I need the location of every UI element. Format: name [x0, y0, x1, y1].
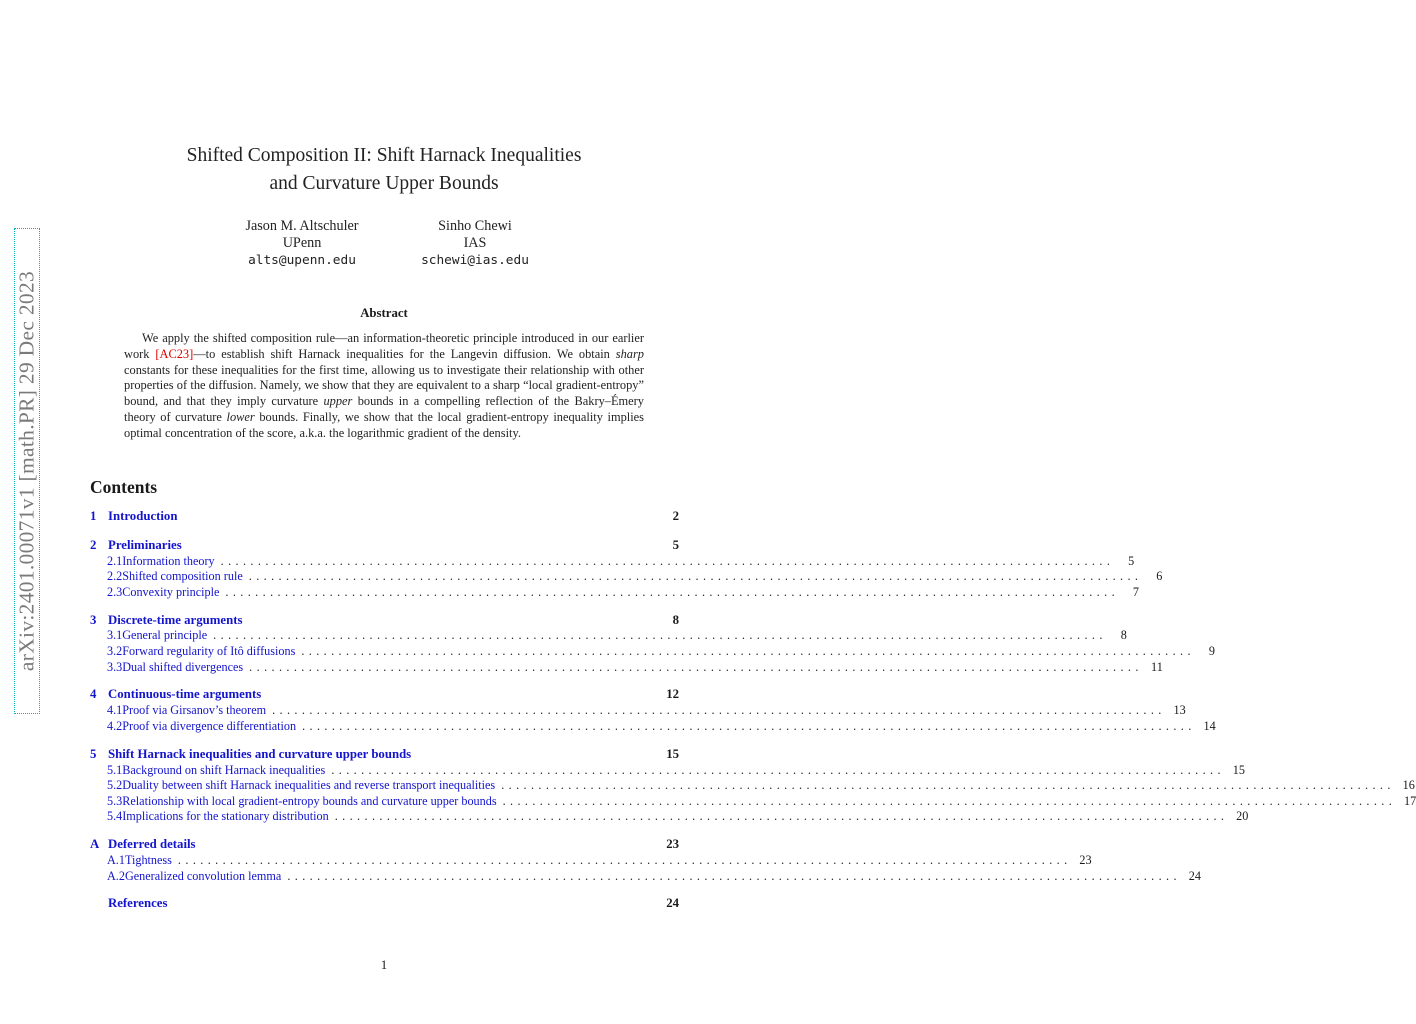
paper-title-line-2: and Curvature Upper Bounds: [269, 173, 499, 194]
toc-entry-title: Dual shifted divergences: [122, 660, 244, 674]
toc-entry-number: 5.2: [107, 778, 123, 792]
arxiv-stamp[interactable]: [14, 228, 40, 714]
toc-entry-number: A: [90, 837, 100, 851]
toc-leader-dots: ........................................................................................................................: [287, 869, 1181, 883]
toc-entry-number: 4.1: [107, 703, 123, 717]
author-name: Jason M. Altschuler: [245, 218, 359, 234]
toc-entry-title: Continuous-time arguments: [108, 687, 262, 701]
toc-entry-page: 23: [666, 837, 679, 851]
toc-entry-number: A.2: [107, 869, 125, 883]
author-affiliation: IAS: [463, 235, 487, 251]
abstract-emphasis: upper: [323, 394, 353, 409]
toc-entry-number: 2.2: [107, 569, 123, 583]
toc-entry-number: 3: [90, 613, 97, 627]
toc-entry-number: 3.3: [107, 660, 123, 674]
toc-section-entry[interactable]: [90, 687, 679, 703]
toc-leader-dots: ........................................................................................................................: [334, 809, 1229, 823]
toc-subsection-entry[interactable]: [90, 869, 1201, 885]
toc-leader-dots: ........................................................................................................................: [301, 644, 1195, 658]
toc-entry-page: 24: [666, 896, 679, 910]
toc-entry-title: Shift Harnack inequalities and curvature upper bounds: [108, 747, 412, 761]
toc-entry-number: A.1: [107, 853, 125, 867]
toc-entry-page: 8: [672, 613, 679, 627]
toc-entry-page: 23: [1079, 853, 1092, 867]
toc-entry-page: 20: [1236, 809, 1249, 823]
toc-entry-number: 1: [90, 509, 97, 523]
toc-subsection-entry[interactable]: [90, 794, 1416, 810]
toc-entry-page: 14: [1203, 719, 1216, 733]
toc-entry-title: Forward regularity of Itô diffusions: [122, 644, 296, 658]
citation-link[interactable]: [AC23]: [155, 346, 194, 361]
toc-section-entry[interactable]: [90, 613, 679, 629]
toc-entry-number: 4: [90, 687, 97, 701]
toc-leader-dots: ........................................................................................................................: [501, 778, 1395, 792]
toc-entry-page: 7: [1132, 585, 1140, 599]
toc-subsection-entry[interactable]: [90, 853, 1092, 869]
toc-entry-title: Generalized convolution lemma: [124, 869, 282, 883]
toc-entry-page: 16: [1402, 778, 1415, 792]
toc-leader-dots: ........................................................................................................................: [177, 853, 1072, 867]
toc-section-entry[interactable]: [90, 896, 679, 912]
abstract-text: constants for these inequalities for the first time, allowing us to investigate their relationship with other properties of the diffusion. Namely, we show that they are equivalent to a sharp “local gradient-entropy” bound, and that they imply curvature: [124, 362, 644, 409]
abstract-text: bounds. Finally, we show that the local gradient-entropy inequality implies optimal concentration of the score, a.k.a. the logarithmic gradient of the density.: [124, 409, 644, 440]
abstract-body: [124, 331, 644, 442]
toc-entry-page: 13: [1173, 703, 1186, 717]
toc-entry-number: 4.2: [107, 719, 123, 733]
toc-leader-dots: ........................................................................................................................: [249, 660, 1143, 674]
toc-entry-number: 5.3: [107, 794, 123, 808]
toc-entry-number: 3.1: [107, 628, 123, 642]
toc-section-entry[interactable]: [90, 538, 679, 554]
author-block-2: [375, 218, 575, 269]
toc-subsection-entry[interactable]: [90, 585, 1140, 601]
arxiv-identifier: arXiv:2401.00071v1 [math.PR] 29 Dec 2023: [14, 270, 39, 672]
toc-entry-number: 2.1: [107, 554, 123, 568]
toc-leader-dots: ........................................................................................................................: [272, 703, 1166, 717]
toc-leader-dots: ........................................................................................................................: [331, 763, 1225, 777]
toc-entry-title: Introduction: [108, 509, 178, 523]
toc-entry-page: 6: [1156, 569, 1163, 583]
toc-entry-page: 8: [1120, 628, 1127, 642]
toc-entry-title: Information theory: [122, 554, 215, 568]
toc-entry-page: 9: [1208, 644, 1215, 658]
toc-leader-dots: ........................................................................................................................: [225, 585, 1120, 599]
toc-entry-number: 5: [90, 747, 97, 761]
paper-title-line-1: Shifted Composition II: Shift Harnack Inequalities: [186, 145, 582, 166]
toc-entry-title: Preliminaries: [108, 538, 182, 552]
toc-leader-dots: ........................................................................................................................: [302, 719, 1196, 733]
toc-entry-page: 12: [666, 687, 679, 701]
toc-leader-dots: ........................................................................................................................: [502, 794, 1397, 808]
author-name: Sinho Chewi: [438, 218, 512, 234]
toc-section-entry[interactable]: [90, 837, 679, 853]
toc-entry-title: Shifted composition rule: [122, 569, 243, 583]
toc-subsection-entry[interactable]: [90, 660, 1163, 676]
author-email: alts@upenn.edu: [248, 253, 356, 268]
toc-subsection-entry[interactable]: [90, 719, 1216, 735]
toc-entry-page: 5: [672, 538, 679, 552]
toc-subsection-entry[interactable]: [90, 644, 1215, 660]
toc-leader-dots: ........................................................................................................................: [248, 569, 1143, 583]
toc-entry-title: Deferred details: [108, 837, 196, 851]
contents-heading: Contents: [90, 477, 158, 497]
toc-entry-page: 17: [1404, 794, 1416, 808]
toc-entry-number: 2: [90, 538, 97, 552]
toc-entry-title: Proof via divergence differentiation: [122, 719, 297, 733]
toc-entry-page: 15: [666, 747, 679, 761]
abstract-text: We apply the shifted composition rule—an information-theoretic principle introduced in our earlier work: [124, 331, 644, 361]
toc-entry-title: Discrete-time arguments: [108, 613, 243, 627]
toc-entry-number: 3.2: [107, 644, 123, 658]
toc-entry-title: Relationship with local gradient-entropy bounds and curvature upper bounds: [122, 794, 497, 808]
author-block-1: [202, 218, 402, 269]
toc-subsection-entry[interactable]: [90, 569, 1163, 585]
toc-entry-number: 5.4: [107, 809, 123, 823]
toc-section-entry[interactable]: [90, 509, 679, 525]
toc-entry-title: Proof via Girsanov’s theorem: [122, 703, 267, 717]
toc-entry-title: Duality between shift Harnack inequalities and reverse transport inequalities: [122, 778, 496, 792]
abstract-text: —to establish shift Harnack inequalities for the Langevin diffusion. We obtain: [193, 346, 616, 361]
author-affiliation: UPenn: [282, 235, 322, 251]
toc-subsection-entry[interactable]: [90, 554, 1135, 570]
toc-subsection-entry[interactable]: [90, 763, 1245, 779]
author-email: schewi@ias.edu: [421, 253, 529, 268]
toc-entry-title: References: [108, 896, 168, 910]
toc-entry-number: 5.1: [107, 763, 123, 777]
toc-entry-page: 5: [1128, 554, 1135, 568]
toc-entry-number: 2.3: [107, 585, 123, 599]
toc-entry-title: Tightness: [124, 853, 172, 867]
toc-entry-page: 15: [1232, 763, 1245, 777]
toc-subsection-entry[interactable]: [90, 703, 1186, 719]
toc-subsection-entry[interactable]: [90, 628, 1127, 644]
abstract-emphasis: lower: [226, 409, 255, 424]
toc-subsection-entry[interactable]: [90, 809, 1249, 825]
toc-entry-page: 24: [1188, 869, 1201, 883]
toc-leader-dots: ........................................................................................................................: [213, 628, 1107, 642]
toc-leader-dots: ........................................................................................................................: [220, 554, 1115, 568]
toc-entry-title: Convexity principle: [122, 585, 220, 599]
toc-entry-page: 2: [672, 509, 679, 523]
toc-entry-page: 11: [1151, 660, 1163, 674]
toc-entry-title: Background on shift Harnack inequalities: [122, 763, 326, 777]
toc-subsection-entry[interactable]: [90, 778, 1415, 794]
page-number: 1: [380, 957, 388, 972]
toc-section-entry[interactable]: [90, 747, 679, 763]
abstract-text: bounds in a compelling reflection of the Bakry–Émery theory of curvature: [124, 394, 644, 424]
abstract-emphasis: sharp: [615, 346, 644, 361]
toc-entry-title: General principle: [122, 628, 208, 642]
toc-entry-title: Implications for the stationary distribution: [122, 809, 329, 823]
abstract-heading: Abstract: [360, 306, 408, 320]
